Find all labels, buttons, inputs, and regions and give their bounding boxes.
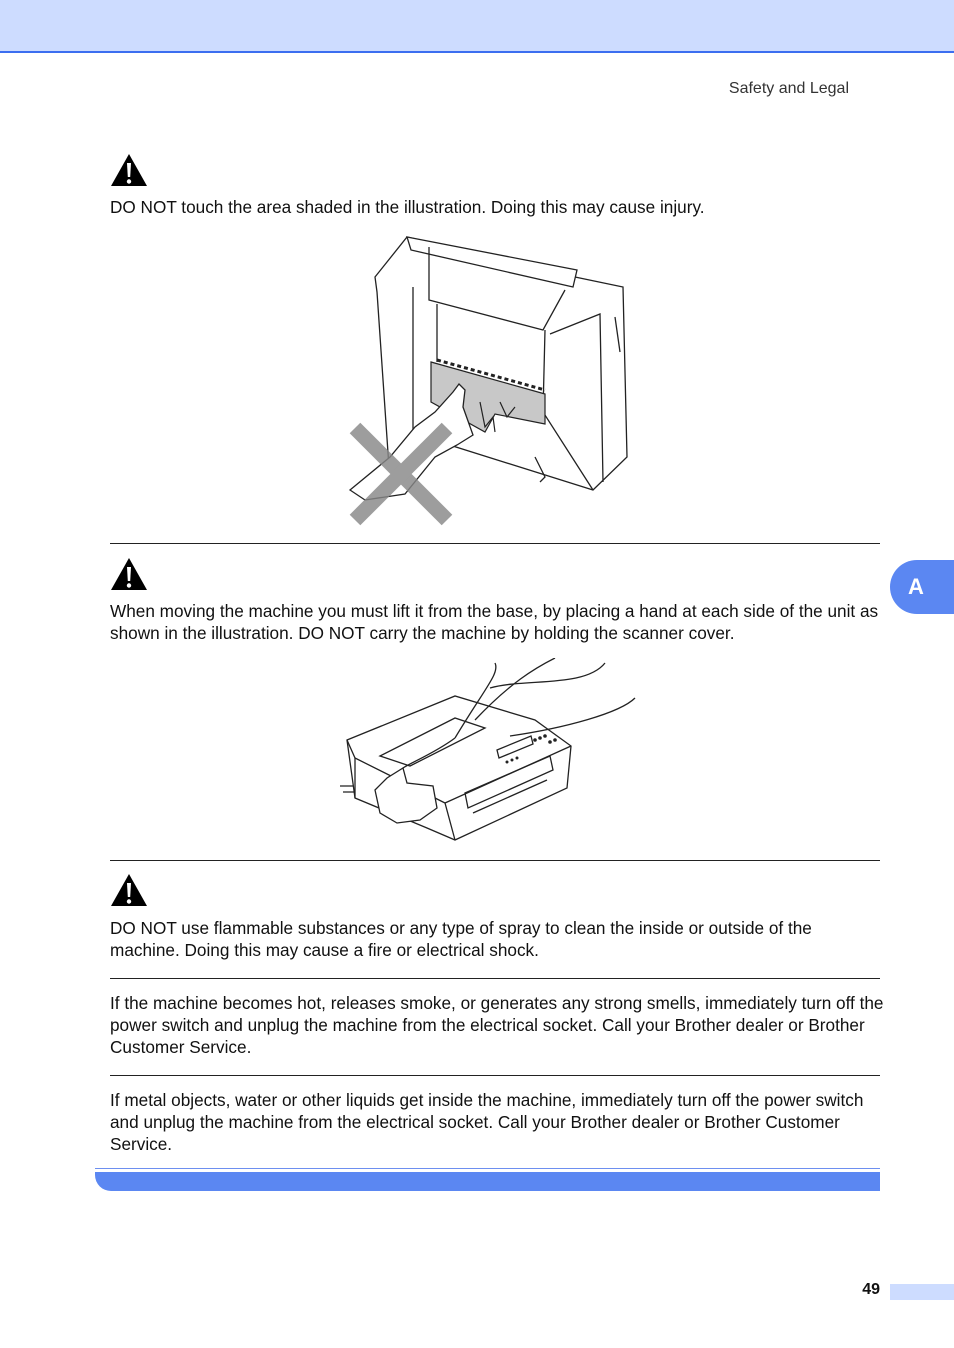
page-number-tab [890,1284,954,1300]
warning-text-3: DO NOT use flammable substances or any type of spray to clean the inside or outside of the machine. Doing this may cause a fire or electrical shock. [110,918,812,960]
page-number: 49 [862,1281,880,1298]
printer-interior-illustration [345,232,630,528]
note-text-2: If metal objects, water or other liquids get inside the machine, immediately turn off the power switch and unplug the machine from the electrical socket. Call your Brother dealer or Brother Customer Service. [110,1090,864,1154]
section-divider [110,543,880,544]
footer-line [95,1168,880,1169]
warning-triangle-icon [110,153,148,187]
section-divider [110,978,880,979]
note-text-1: If the machine becomes hot, releases smoke, or generates any strong smells, immediately turn off the power switch and unplug the machine from the electrical socket. Call your Brother dealer or Brother Customer Service. [110,993,884,1057]
warning-text-1: DO NOT touch the area shaded in the illustration. Doing this may cause injury. [110,197,705,217]
warning-text-2: When moving the machine you must lift it from the base, by placing a hand at each side of the unit as shown in the illustration. DO NOT carry the machine by holding the scanner cover. [110,601,879,643]
running-header: Safety and Legal [728,80,849,97]
top-header-band [0,0,954,53]
section-divider [110,860,880,861]
warning-triangle-icon [110,873,148,907]
appendix-tab: A [890,560,954,614]
warning-triangle-icon [110,557,148,591]
footer-bar [95,1172,880,1191]
section-divider [110,1075,880,1076]
lifting-machine-illustration [335,658,640,846]
